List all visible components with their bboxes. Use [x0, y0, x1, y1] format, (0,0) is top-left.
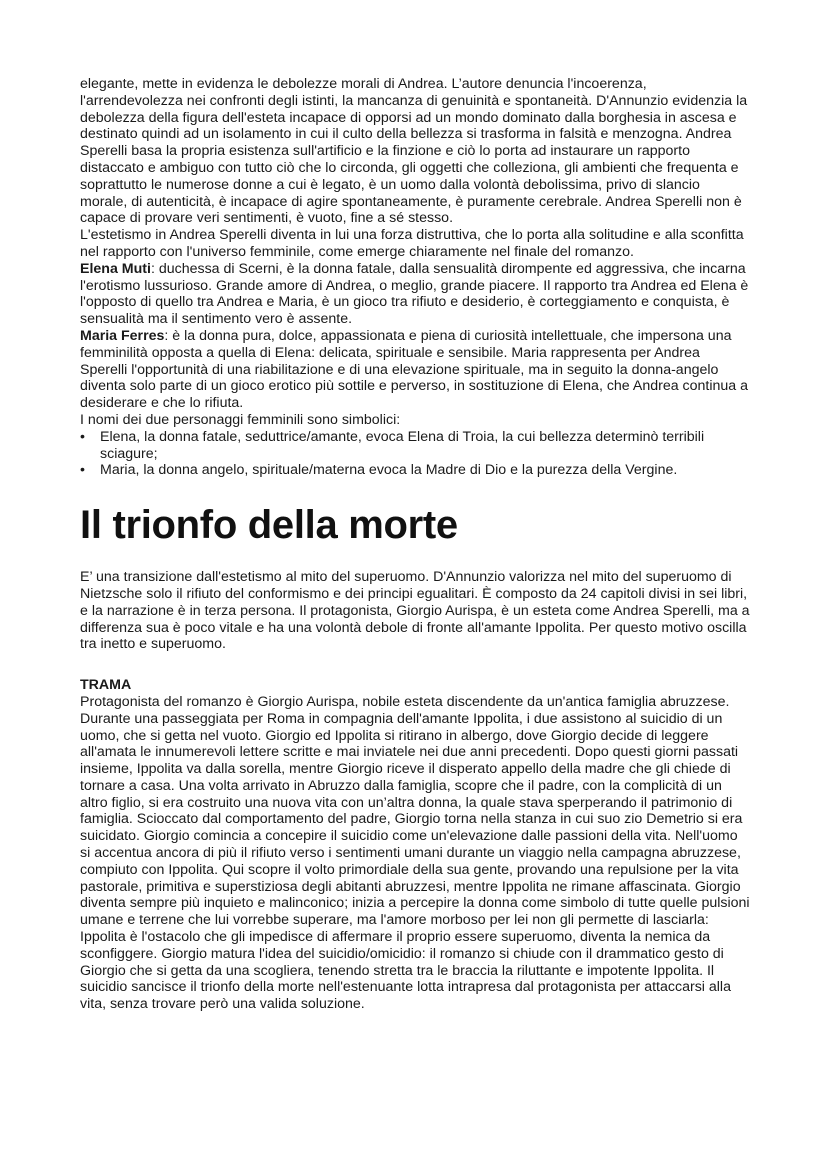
trama-paragraph-2: Durante una passeggiata per Roma in compagnia dell'amante Ippolita, i due assistono al suicidio di un uomo, che si getta nel vuoto. Giorgio ed Ippolita si ritirano in albergo, dove Giorgio decide di leggere all'amata le innumerevoli lettere scritte e mai inviatele nei due anni precedenti. Dopo questi giorni passati insieme, Ippolita va dalla sorella, mentre Giorgio riceve il disperato appello della madre che gli chiede di tornare a casa. Una volta arrivato in Abruzzo dalla famiglia, scopre che il padre, con la complicità di un altro figlio, si era costruito una nuova vita con un’altra donna, la quale stava sperperando il patrimonio di famiglia. Scioccato dal comportamento del padre, Giorgio torna nella stanza in cui suo zio Demetrio si era suicidato. Giorgio comincia a concepire il suicidio come un'elevazione dalle passioni della vita. Nell'uomo si accentua ancora di più il rifiuto verso i sentimenti umani durante un viaggio nella campagna abruzzese, compiuto con Ippolita. Qui scopre il volto primordiale della sua gente, provando una repulsione per la vita pastorale, primitiva e superstiziosa degli abitanti abruzzesi, mentre Ippolita ne rimane affascinata. Giorgio diventa sempre più inquieto e malinconico; inizia a percepire la donna come simbolo di tutte quelle pulsioni umane e terrene che lui vorrebbe superare, ma l'amore morboso per lei non gli permette di lasciarla: Ippolita è l'ostacolo che gli impedisce di affermare il proprio essere superuomo, diventa la nemica da sconfiggere. Giorgio matura l'idea del suicidio/omicidio: il romanzo si chiude con il drammatico gesto di Giorgio che si getta da una scogliera, tenendo stretta tra le braccia la riluttante e impotente Ippolita. Il suicidio sancisce il trionfo della morte nell'estenuante lotta intrapresa dal protagonista per attaccarsi alla vita, senza trovare però una valida soluzione. [80, 710, 750, 1013]
maria-paragraph [80, 328, 750, 412]
list-item-text: Elena, la donna fatale, seduttrice/amante, evoca Elena di Troia, la cui bellezza determinò terribili sciagure; [100, 428, 705, 462]
spacer [80, 653, 750, 677]
trama-heading: TRAMA [80, 677, 132, 694]
symbolic-names-list [80, 429, 750, 479]
trama-paragraph-1: Protagonista del romanzo è Giorgio Aurispa, nobile esteta discendente da un'antica famiglia abruzzese. [80, 693, 730, 710]
document-page [80, 76, 750, 1013]
bullet-icon: • [80, 428, 85, 445]
section-title: Il trionfo della morte [80, 503, 458, 548]
section-intro: E’ una transizione dall'estetismo al mito del superuomo. D'Annunzio valorizza nel mito del superuomo di Nietzsche solo il rifiuto del conformismo e dei principi egualitari. È composto da 24 capitoli divisi in sei libri, e la narrazione è in terza persona. Il protagonista, Giorgio Aurispa, è un esteta come Andrea Sperelli, ma a differenza sua è poco vitale e ha una volontà debole di fronte all'amante Ippolita. Per questo motivo oscilla tra inetto e superuomo. [80, 569, 750, 653]
list-item [80, 429, 750, 463]
elena-name: Elena Muti [80, 260, 151, 277]
list-item-text: Maria, la donna angelo, spirituale/materna evoca la Madre di Dio e la purezza della Vergine. [100, 462, 678, 479]
elena-paragraph [80, 261, 750, 328]
names-intro: I nomi dei due personaggi femminili sono simbolici: [80, 411, 401, 428]
maria-description: : è la donna pura, dolce, appassionata e piena di curiosità intellettuale, che impersona una femminilità opposta a quella di Elena: delicata, spirituale e sensibile. Maria rappresenta per Andrea Sperelli l'opportunità di una riabilitazione e di una elevazione spirituale, ma in seguito la donna-angelo diventa solo parte di un gioco erotico più sottile e perverso, in sostituzione di Elena, che Andrea continua a desiderare e che lo rifiuta. [80, 327, 749, 412]
list-item [80, 462, 750, 479]
intro-paragraph-1: elegante, mette in evidenza le debolezze morali di Andrea. L’autore denuncia l'incoerenza, l'arrendevolezza nei confronti degli istinti, la mancanza di genuinità e spontaneità. D'Annunzio evidenzia la debolezza della figura dell'esteta incapace di opporsi ad un mondo dominato dalla borghesia in ascesa e destinato quindi ad un isolamento in cui il culto della bellezza si trasforma in falsità e menzogna. Andrea Sperelli basa la propria esistenza sull'artificio e la finzione e ciò lo porta ad instaurare un rapporto distaccato e ambiguo con tutto ciò che lo circonda, gli oggetti che colleziona, gli ambienti che frequenta e soprattutto le numerose donne a cui è legato, è un uomo dalla volontà debolissima, privo di slancio morale, di autenticità, è incapace di agire spontaneamente, è puramente cerebrale. Andrea Sperelli non è capace di provare veri sentimenti, è vuoto, fine a sé stesso. [80, 76, 748, 227]
maria-name: Maria Ferres [80, 327, 165, 344]
elena-description: : duchessa di Scerni, è la donna fatale, dalla sensualità dirompente ed aggressiva, che incarna l'erotismo lussurioso. Grande amore di Andrea, o meglio, grande piacere. Il rapporto tra Andrea ed Elena è l'opposto di quello tra Andrea e Maria, è un gioco tra rifiuto e desiderio, è corteggiamento e conquista, è sensualità ma il sentimento vero è assente. [80, 260, 749, 328]
intro-paragraph-2: L'estetismo in Andrea Sperelli diventa in lui una forza distruttiva, che lo porta alla solitudine e alla sconfitta nel rapporto con l'universo femminile, come emerge chiaramente nel finale del romanzo. [80, 227, 744, 260]
bullet-icon: • [80, 462, 85, 479]
